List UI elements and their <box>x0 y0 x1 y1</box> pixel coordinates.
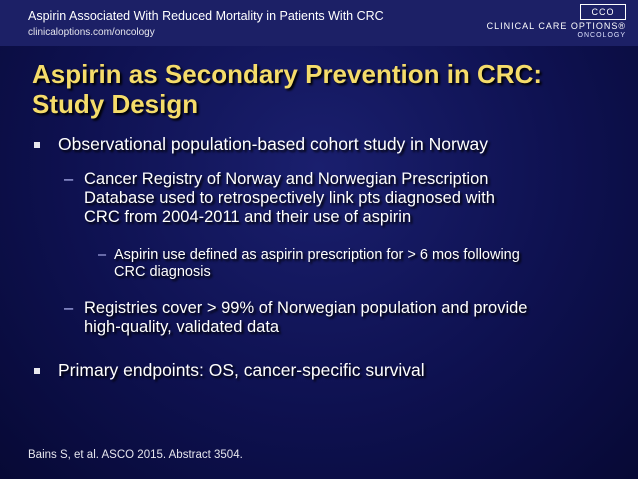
dash-icon: – <box>98 247 107 263</box>
slide-title <box>32 59 612 119</box>
header-title: Aspirin Associated With Reduced Mortality in Patients With CRC <box>28 9 384 23</box>
bullet-square-icon <box>34 142 40 148</box>
cco-logo-name: CLINICAL CARE OPTIONS® <box>486 21 626 31</box>
citation: Bains S, et al. ASCO 2015. Abstract 3504. <box>28 449 243 461</box>
sub-sub-bullet-1-1-1 <box>114 247 624 281</box>
sub-sub-bullet-line-2: CRC diagnosis <box>114 264 211 280</box>
header-url: clinicaloptions.com/oncology <box>28 27 155 38</box>
dash-icon: – <box>64 170 74 188</box>
sub-sub-bullet-line-1: Aspirin use defined as aspirin prescription for > 6 mos following <box>114 247 520 263</box>
dash-icon: – <box>64 299 74 317</box>
sub-bullet-1-2-line-1: Registries cover > 99% of Norwegian population and provide <box>84 299 528 317</box>
sub-bullet-1-2-line-2: high-quality, validated data <box>84 318 280 336</box>
bullet-1-text: Observational population-based cohort study in Norway <box>58 134 488 154</box>
cco-logo-box: CCO <box>580 4 626 20</box>
slide-title-line-2: Study Design <box>32 89 199 119</box>
cco-logo-sub: ONCOLOGY <box>577 32 626 39</box>
sub-bullet-1-1 <box>84 170 624 227</box>
sub-bullet-1-2 <box>84 299 624 337</box>
sub-bullet-1-1-line-2: Database used to retrospectively link pts diagnosed with <box>84 189 495 207</box>
bullet-2-text: Primary endpoints: OS, cancer-specific survival <box>58 360 425 380</box>
header-bar <box>0 0 638 46</box>
bullet-square-icon <box>34 368 40 374</box>
cco-logo <box>486 4 630 42</box>
sub-bullet-1-1-line-3: CRC from 2004-2011 and their use of aspirin <box>84 208 412 226</box>
sub-bullet-1-1-line-1: Cancer Registry of Norway and Norwegian Prescription <box>84 170 489 188</box>
slide-title-line-1: Aspirin as Secondary Prevention in CRC: <box>32 59 543 89</box>
